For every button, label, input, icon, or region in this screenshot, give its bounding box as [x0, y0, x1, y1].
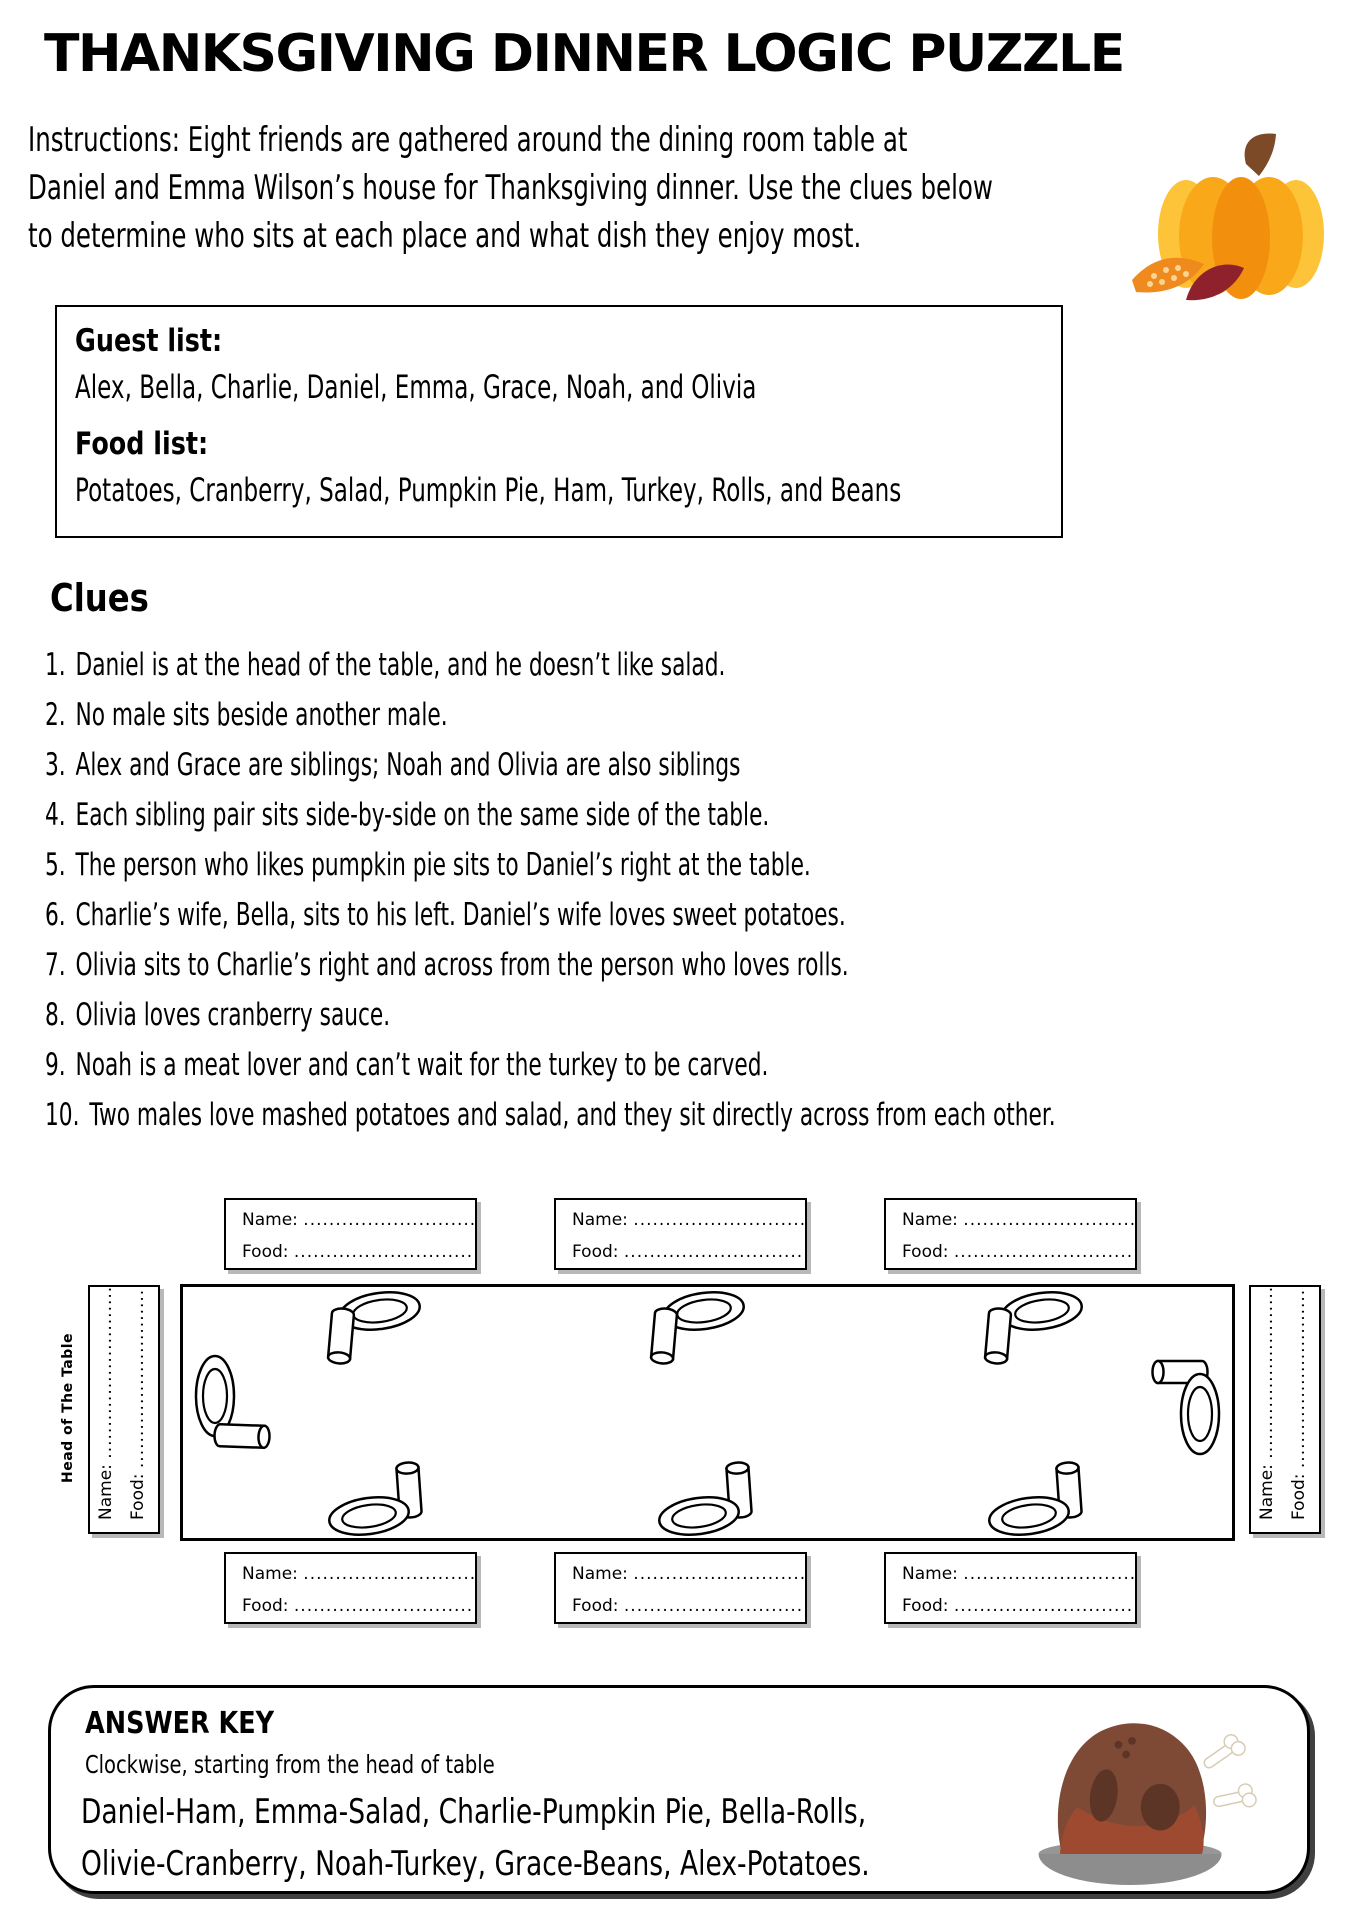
- food-field-blank: ............................: [1289, 1288, 1309, 1468]
- food-list-values: Potatoes, Cranberry, Salad, Pumpkin Pie, Ham, Turkey, Rolls, and Beans: [75, 471, 902, 509]
- food-field-label: Food:: [1289, 1473, 1309, 1520]
- place-card-top-2: [554, 1198, 807, 1270]
- name-field-label: Name:: [96, 1463, 116, 1520]
- guest-list-values: Alex, Bella, Charlie, Daniel, Emma, Grace, Noah, and Olivia: [75, 368, 757, 406]
- place-card-top-1: [224, 1198, 477, 1270]
- place-card-bottom-2: [554, 1552, 807, 1624]
- name-field-label: Name:: [572, 1564, 628, 1584]
- clue-item-3: 3. Alex and Grace are siblings; Noah and Olivia are also siblings: [45, 747, 741, 783]
- answer-key-heading: ANSWER KEY: [85, 1706, 275, 1741]
- name-field-blank: ...........................: [633, 1564, 807, 1584]
- food-field-label: Food:: [128, 1473, 148, 1520]
- name-field-blank: ...........................: [96, 1285, 116, 1459]
- place-card-top-3: [884, 1198, 1137, 1270]
- food-field-blank: ............................: [293, 1596, 474, 1616]
- platter-shape: [1039, 1854, 1222, 1885]
- answer-key-subheading: Clockwise, starting from the head of table: [85, 1750, 495, 1779]
- guest-list-heading: Guest list:: [75, 323, 223, 359]
- name-field-blank: ...........................: [303, 1210, 477, 1230]
- food-field-blank: ............................: [953, 1596, 1134, 1616]
- name-field-blank: ...........................: [963, 1564, 1137, 1584]
- turkey-icon: [1000, 1700, 1265, 1885]
- clue-item-2: 2. No male sits beside another male.: [45, 697, 448, 733]
- name-field-label: Name:: [902, 1564, 958, 1584]
- pumpkin-icon: [1128, 128, 1356, 304]
- place-card-foot: [1249, 1285, 1321, 1534]
- food-field-blank: ............................: [623, 1596, 804, 1616]
- clue-item-6: 6. Charlie’s wife, Bella, sits to his left. Daniel’s wife loves sweet potatoes.: [45, 897, 846, 933]
- food-field-label: Food:: [902, 1596, 949, 1616]
- place-card-head: [88, 1285, 160, 1534]
- answer-key-line-2: Olivie-Cranberry, Noah-Turkey, Grace-Beans, Alex-Potatoes.: [81, 1844, 870, 1884]
- guest-food-list-box: [55, 305, 1063, 538]
- drumstick-bone-icon: [1212, 1782, 1258, 1814]
- name-field-blank: ...........................: [303, 1564, 477, 1584]
- pumpkin-illustration: [1128, 128, 1356, 304]
- clues-heading: Clues: [50, 576, 149, 620]
- clue-item-8: 8. Olivia loves cranberry sauce.: [45, 997, 391, 1033]
- answer-key-line-1: Daniel-Ham, Emma-Salad, Charlie-Pumpkin Pie, Bella-Rolls,: [81, 1792, 867, 1832]
- name-field-blank: ...........................: [1257, 1285, 1277, 1459]
- food-field-blank: ............................: [293, 1242, 474, 1262]
- turkey-illustration: [1000, 1700, 1265, 1885]
- page-title: THANKSGIVING DINNER LOGIC PUZZLE: [44, 24, 1124, 84]
- food-field-blank: ............................: [128, 1288, 148, 1468]
- name-field-label: Name:: [1257, 1463, 1277, 1520]
- drumstick-bone-icon: [1198, 1731, 1247, 1775]
- name-field-label: Name:: [572, 1210, 628, 1230]
- instructions-line-2: Daniel and Emma Wilson’s house for Thanksgiving dinner. Use the clues below: [28, 168, 993, 208]
- food-field-label: Food:: [242, 1242, 289, 1262]
- instructions-line-1: Instructions: Eight friends are gathered around the dining room table at: [28, 120, 908, 160]
- dining-table-diagram: [180, 1284, 1235, 1541]
- clue-item-4: 4. Each sibling pair sits side-by-side on the same side of the table.: [45, 797, 770, 833]
- name-field-label: Name:: [242, 1210, 298, 1230]
- name-field-label: Name:: [242, 1564, 298, 1584]
- food-field-label: Food:: [902, 1242, 949, 1262]
- clue-item-1: 1. Daniel is at the head of the table, and he doesn’t like salad.: [45, 647, 726, 683]
- head-of-table-label: Head of The Table: [60, 1332, 76, 1484]
- answer-key-box: [48, 1685, 1310, 1894]
- name-field-blank: ...........................: [633, 1210, 807, 1230]
- place-card-bottom-1: [224, 1552, 477, 1624]
- clue-item-7: 7. Olivia sits to Charlie’s right and across from the person who loves rolls.: [45, 947, 849, 983]
- clue-item-10: 10. Two males love mashed potatoes and salad, and they sit directly across from each other.: [45, 1097, 1056, 1133]
- food-field-label: Food:: [242, 1596, 289, 1616]
- food-field-blank: ............................: [953, 1242, 1134, 1262]
- clue-item-9: 9. Noah is a meat lover and can’t wait for the turkey to be carved.: [45, 1047, 769, 1083]
- clue-item-5: 5. The person who likes pumpkin pie sits to Daniel’s right at the table.: [45, 847, 811, 883]
- food-field-label: Food:: [572, 1242, 619, 1262]
- food-list-heading: Food list:: [75, 426, 209, 462]
- food-field-label: Food:: [572, 1596, 619, 1616]
- food-field-blank: ............................: [623, 1242, 804, 1262]
- clues-list: [45, 640, 1359, 1140]
- name-field-blank: ...........................: [963, 1210, 1137, 1230]
- name-field-label: Name:: [902, 1210, 958, 1230]
- instructions-line-3: to determine who sits at each place and what dish they enjoy most.: [28, 216, 862, 256]
- place-card-bottom-3: [884, 1552, 1137, 1624]
